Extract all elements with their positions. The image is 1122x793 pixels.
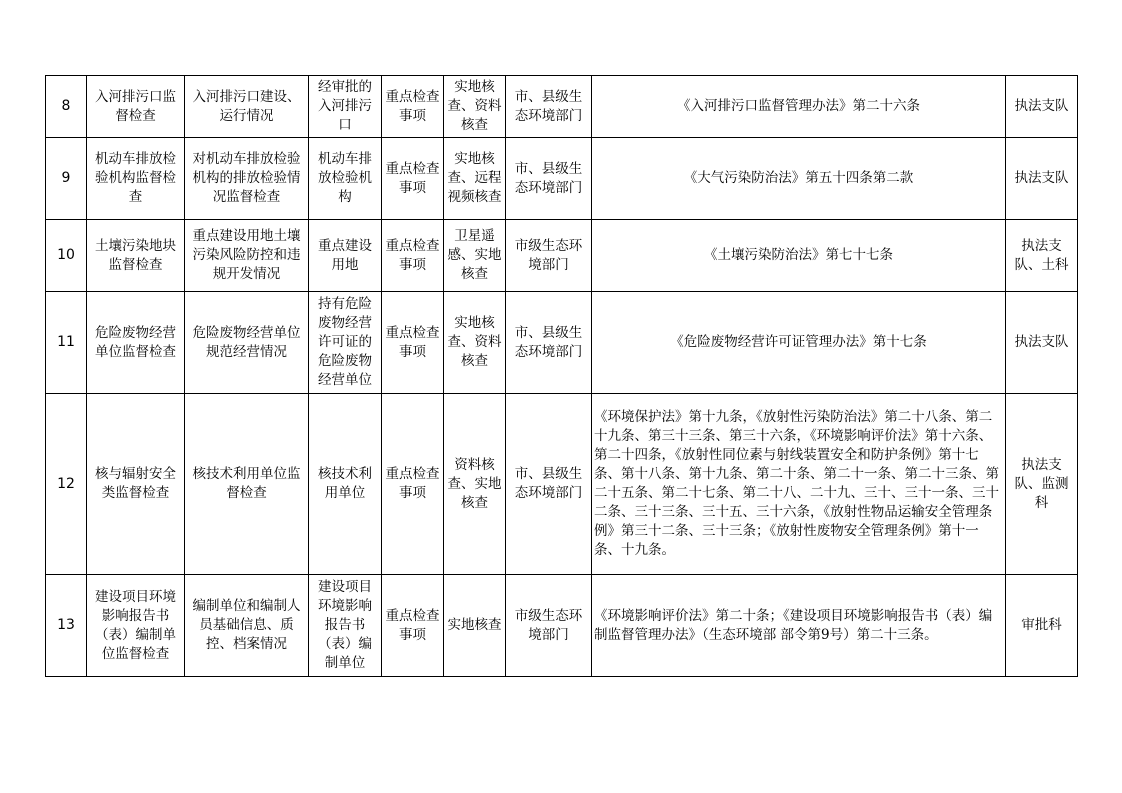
row-number: 13: [46, 575, 87, 677]
responsible-dept: 执法支队、监测科: [1006, 394, 1078, 575]
inspection-name: 建设项目环境影响报告书（表）编制单位监督检查: [87, 575, 185, 677]
responsible-dept: 执法支队: [1006, 138, 1078, 220]
inspection-type: 重点检查事项: [382, 138, 444, 220]
inspection-name: 入河排污口监督检查: [87, 76, 185, 138]
row-number: 11: [46, 292, 87, 394]
responsible-level: 市、县级生态环境部门: [506, 394, 592, 575]
inspection-method: 实地核查: [444, 575, 506, 677]
inspection-object: 建设项目环境影响报告书（表）编制单位: [309, 575, 382, 677]
inspection-name: 核与辐射安全类监督检查: [87, 394, 185, 575]
inspection-object: 重点建设用地: [309, 220, 382, 292]
table-row: [46, 394, 1078, 575]
inspection-name: 土壤污染地块监督检查: [87, 220, 185, 292]
legal-basis: 《环境保护法》第十九条，《放射性污染防治法》第二十八条、第二十九条、第三十三条、第三十六条，《环境影响评价法》第十六条、第二十四条，《放射性同位素与射线装置安全和防护条例》第十七条、第十八条、第十九条、第二十条、第二十一条、第二十三条、第二十五条、第二十七条、第二十八、二十九、三十、三十一条、三十二条、三十三条、三十五、三十六条，《放射性物品运输安全管理条例》第三十二条、三十三条；《放射性废物安全管理条例》第十一条、十九条。: [592, 394, 1006, 575]
inspection-type: 重点检查事项: [382, 220, 444, 292]
table-row: [46, 292, 1078, 394]
inspection-content: 对机动车排放检验机构的排放检验情况监督检查: [185, 138, 309, 220]
inspection-method: 资料核查、实地核查: [444, 394, 506, 575]
table-row: [46, 138, 1078, 220]
responsible-level: 市级生态环境部门: [506, 575, 592, 677]
responsible-level: 市、县级生态环境部门: [506, 76, 592, 138]
legal-basis: 《大气污染防治法》第五十四条第二款: [592, 138, 1006, 220]
inspection-content: 危险废物经营单位规范经营情况: [185, 292, 309, 394]
legal-basis: 《土壤污染防治法》第七十七条: [592, 220, 1006, 292]
row-number: 12: [46, 394, 87, 575]
inspection-content: 入河排污口建设、运行情况: [185, 76, 309, 138]
inspection-object: 持有危险废物经营许可证的危险废物经营单位: [309, 292, 382, 394]
responsible-dept: 审批科: [1006, 575, 1078, 677]
table-row: [46, 220, 1078, 292]
table-row: [46, 76, 1078, 138]
inspection-content: 核技术利用单位监督检查: [185, 394, 309, 575]
responsible-dept: 执法支队: [1006, 292, 1078, 394]
responsible-dept: 执法支队: [1006, 76, 1078, 138]
responsible-level: 市级生态环境部门: [506, 220, 592, 292]
inspection-type: 重点检查事项: [382, 292, 444, 394]
inspection-object: 经审批的入河排污口: [309, 76, 382, 138]
inspection-items-table: [45, 75, 1078, 677]
inspection-object: 核技术利用单位: [309, 394, 382, 575]
legal-basis: 《环境影响评价法》第二十条；《建设项目环境影响报告书（表）编制监督管理办法》（生态环境部 部令第9号）第二十三条。: [592, 575, 1006, 677]
row-number: 8: [46, 76, 87, 138]
legal-basis: 《入河排污口监督管理办法》第二十六条: [592, 76, 1006, 138]
inspection-method: 卫星遥感、实地核查: [444, 220, 506, 292]
table-row: [46, 575, 1078, 677]
inspection-content: 编制单位和编制人员基础信息、质控、档案情况: [185, 575, 309, 677]
inspection-content: 重点建设用地土壤污染风险防控和违规开发情况: [185, 220, 309, 292]
inspection-object: 机动车排放检验机构: [309, 138, 382, 220]
inspection-method: 实地核查、资料核查: [444, 292, 506, 394]
inspection-method: 实地核查、远程视频核查: [444, 138, 506, 220]
row-number: 9: [46, 138, 87, 220]
inspection-type: 重点检查事项: [382, 394, 444, 575]
row-number: 10: [46, 220, 87, 292]
inspection-method: 实地核查、资料核查: [444, 76, 506, 138]
inspection-type: 重点检查事项: [382, 76, 444, 138]
inspection-name: 机动车排放检验机构监督检查: [87, 138, 185, 220]
legal-basis: 《危险废物经营许可证管理办法》第十七条: [592, 292, 1006, 394]
responsible-level: 市、县级生态环境部门: [506, 138, 592, 220]
inspection-name: 危险废物经营单位监督检查: [87, 292, 185, 394]
responsible-level: 市、县级生态环境部门: [506, 292, 592, 394]
responsible-dept: 执法支队、土科: [1006, 220, 1078, 292]
inspection-type: 重点检查事项: [382, 575, 444, 677]
